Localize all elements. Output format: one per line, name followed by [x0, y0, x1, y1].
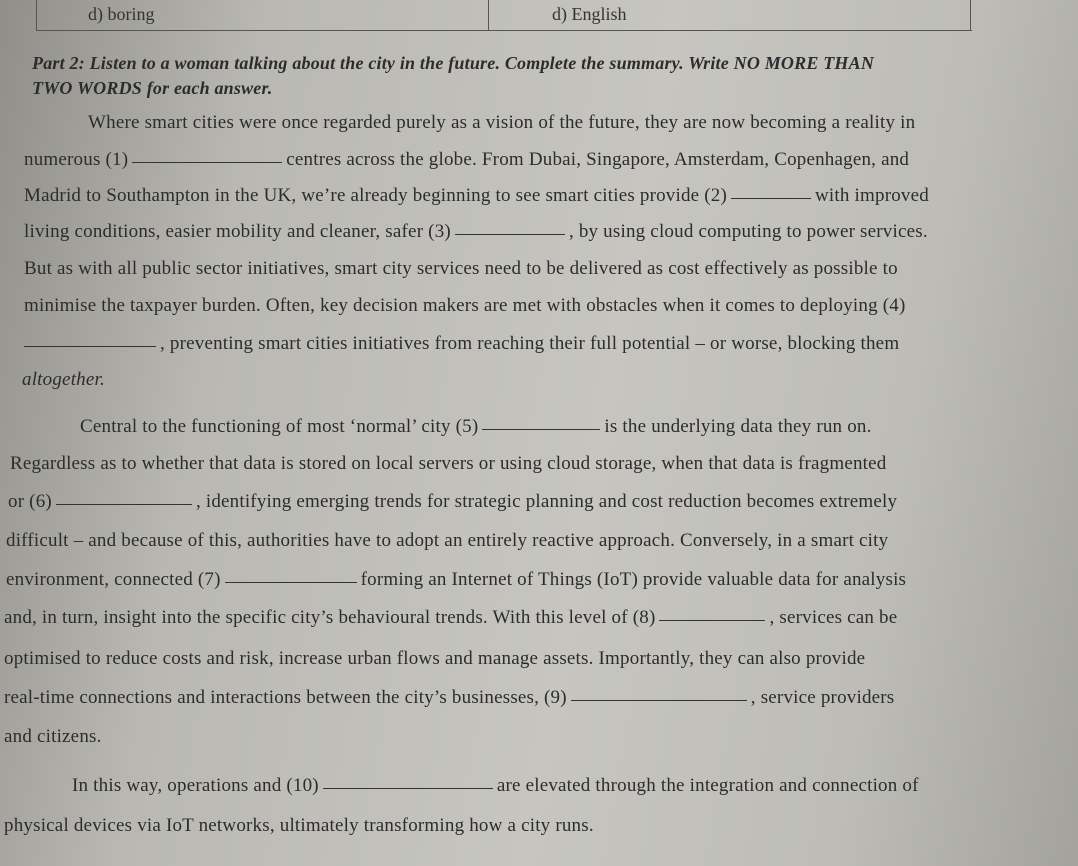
- p1-line2-text-a: numerous (1): [24, 149, 129, 170]
- p2-line8: [4, 687, 894, 709]
- p2-line1-text-b: is the underlying data they run on.: [604, 416, 872, 437]
- p1-line2: [24, 149, 1018, 171]
- p2-line9: and citizens.: [4, 726, 102, 747]
- p1-line1: Where smart cities were once regarded purely as a vision of the future, they are now becoming a reality in: [88, 112, 916, 133]
- p1-line3-text-a: Madrid to Southampton in the UK, we’re already beginning to see smart cities provide (2): [24, 185, 728, 206]
- p1-line4: [24, 221, 928, 243]
- p1-line5: But as with all public sector initiatives, smart city services need to be delivered as cost effectively as possible to: [24, 258, 898, 279]
- p1-line4-text-b: , by using cloud computing to power services.: [568, 221, 928, 242]
- answer-blank-5[interactable]: [482, 428, 600, 430]
- answer-blank-9[interactable]: [571, 699, 747, 701]
- p1-line7-text-b: , preventing smart cities initiatives from reaching their full potential – or worse, blocking them: [160, 333, 900, 354]
- p2-line1-text-a: Central to the functioning of most ‘normal’ city (5): [80, 416, 479, 437]
- p2-line8-text-b: , service providers: [750, 687, 895, 708]
- answer-blank-8[interactable]: [659, 619, 765, 621]
- p2-line3-text-a: or (6): [8, 491, 52, 512]
- answer-blank-10[interactable]: [323, 787, 493, 789]
- table-border-right: [970, 0, 971, 30]
- p2-line6-text-a: and, in turn, insight into the specific city’s behavioural trends. With this level of (8): [4, 607, 656, 628]
- p2-line5: [6, 569, 906, 591]
- answer-blank-7[interactable]: [225, 581, 357, 583]
- p2-line5-text-b: forming an Internet of Things (IoT) provide valuable data for analysis: [360, 569, 907, 590]
- p2-line5-text-a: environment, connected (7): [6, 569, 221, 590]
- answer-blank-3[interactable]: [455, 233, 565, 235]
- p3-line2: physical devices via IoT networks, ultimately transforming how a city runs.: [4, 815, 594, 836]
- p2-line3-text-b: , identifying emerging trends for strategic planning and cost reduction becomes extremely: [195, 491, 898, 512]
- answer-blank-6[interactable]: [56, 503, 192, 505]
- p2-line3: [8, 491, 897, 513]
- option-right-cell: d) English: [552, 4, 627, 24]
- p1-line3-text-b: with improved: [815, 185, 929, 206]
- table-border-left: [36, 0, 37, 30]
- p2-line2: Regardless as to whether that data is stored on local servers or using cloud storage, when that data is fragmented: [10, 453, 887, 474]
- p1-line4-text-a: living conditions, easier mobility and cleaner, safer (3): [24, 221, 451, 242]
- p1-line7: [24, 333, 899, 355]
- p3-line1: [72, 775, 919, 797]
- p2-line1: [80, 416, 872, 438]
- option-left-cell: d) boring: [88, 4, 155, 24]
- p1-line6: minimise the taxpayer burden. Often, key decision makers are met with obstacles when it comes to deploying (4): [24, 295, 906, 316]
- part2-instructions-line2: TWO WORDS for each answer.: [32, 78, 273, 98]
- part2-instructions-line1: Part 2: Listen to a woman talking about the city in the future. Complete the summary. Write NO MORE THAN: [32, 53, 875, 73]
- p1-line3: [24, 185, 929, 207]
- p2-line7: optimised to reduce costs and risk, increase urban flows and manage assets. Importantly, they can also provide: [4, 648, 866, 669]
- p2-line6-text-b: , services can be: [769, 607, 898, 628]
- p1-line8: altogether.: [22, 369, 105, 390]
- answer-blank-2[interactable]: [731, 197, 811, 199]
- options-table-row: [36, 0, 972, 31]
- answer-blank-1[interactable]: [132, 161, 282, 163]
- p3-line1-text-a: In this way, operations and (10): [72, 775, 319, 796]
- p2-line8-text-a: real-time connections and interactions between the city’s businesses, (9): [4, 687, 567, 708]
- table-border-middle: [488, 0, 489, 30]
- p2-line6: [4, 607, 897, 629]
- p3-line1-text-b: are elevated through the integration and connection of: [496, 775, 919, 796]
- answer-blank-4[interactable]: [24, 345, 156, 347]
- p2-line4: difficult – and because of this, authorities have to adopt an entirely reactive approach. Conversely, in a smart city: [6, 530, 889, 551]
- p1-line2-text-b: centres across the globe. From Dubai, Singapore, Amsterdam, Copenhagen, and: [286, 149, 910, 170]
